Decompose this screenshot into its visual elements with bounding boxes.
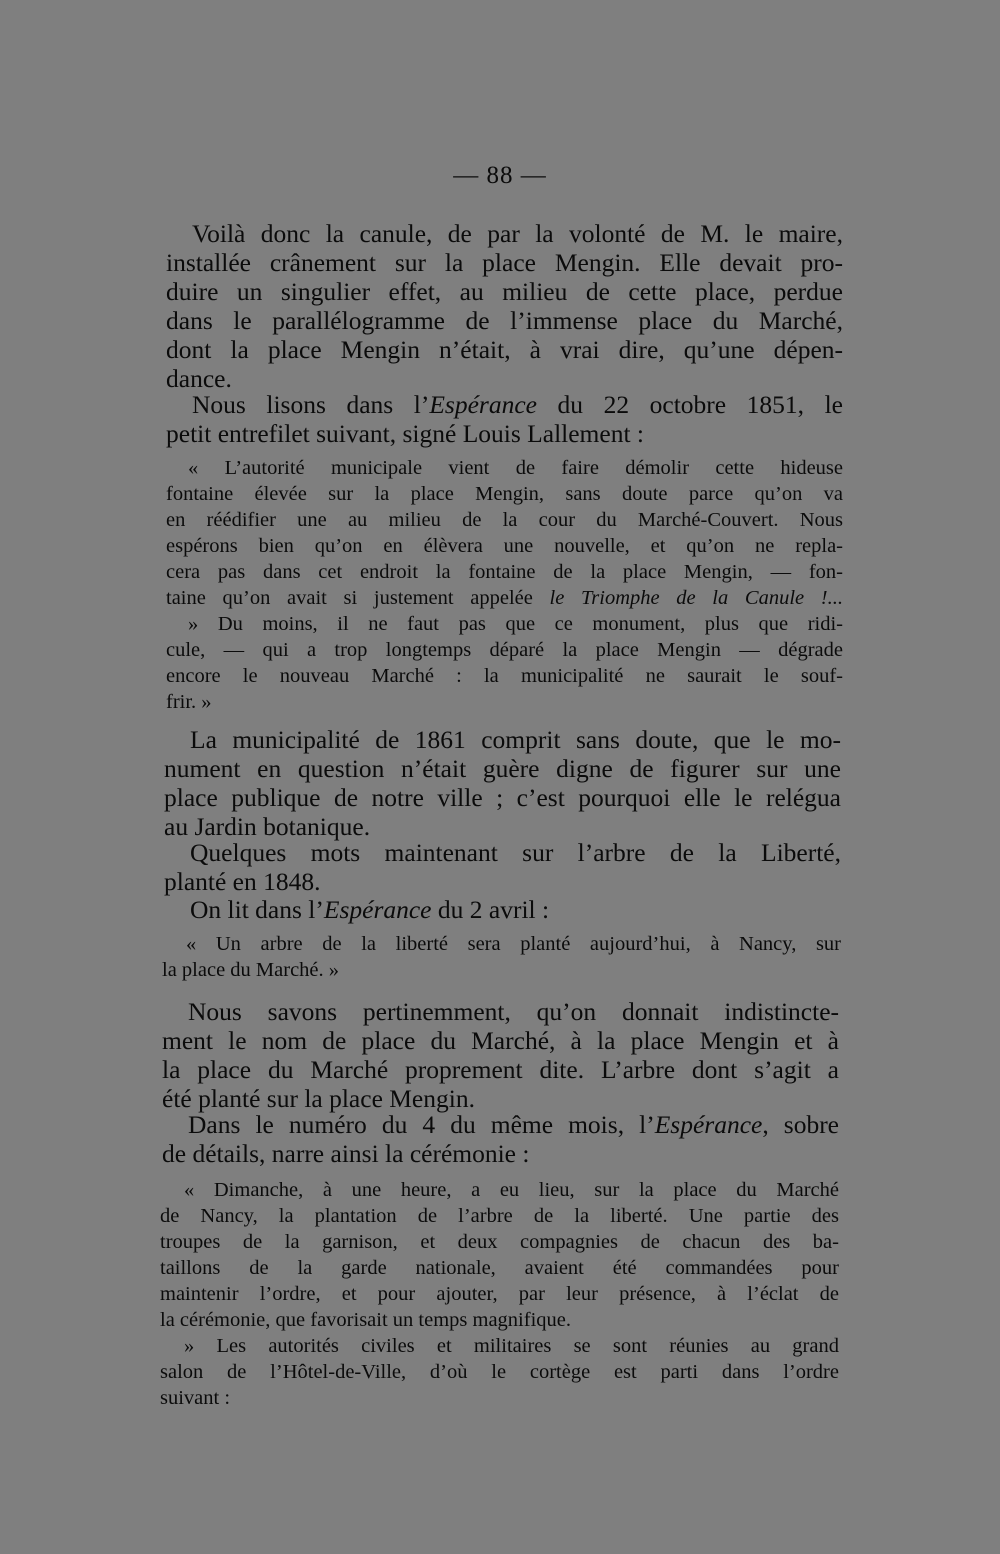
text-line: Nous savons pertinemment, qu’on donnait indistincte- [188, 997, 839, 1026]
quote-line: fontaine élevée sur la place Mengin, sans doute parce qu’on va [166, 483, 843, 505]
quote-line: la place du Marché. » [162, 959, 340, 981]
text-line: La municipalité de 1861 comprit sans doute, que le mo- [190, 725, 841, 754]
text-line: planté en 1848. [164, 867, 321, 896]
text-line: nument en question n’était guère digne de figurer sur une [164, 754, 841, 783]
newspaper-title: Espérance [323, 895, 432, 924]
quote-line: de Nancy, la plantation de l’arbre de la liberté. Une partie des [160, 1205, 839, 1227]
quote-line: maintenir l’ordre, et pour ajouter, par leur présence, à l’éclat de [160, 1283, 839, 1305]
text-line: petit entrefilet suivant, signé Louis Lallement : [166, 419, 645, 448]
quote-line: encore le nouveau Marché : la municipalité ne saurait le souf- [166, 665, 843, 687]
newspaper-title: Espérance [429, 390, 537, 419]
text-line: été planté sur la place Mengin. [162, 1084, 475, 1113]
text-line: Voilà donc la canule, de par la volonté de M. le maire, [192, 219, 843, 248]
text-line: duire un singulier effet, au milieu de cette place, perdue [166, 277, 843, 306]
quoted-nickname: le Triomphe de la Canule !... [549, 587, 844, 609]
text-line: installée crânement sur la place Mengin. Elle devait pro- [166, 248, 843, 277]
quote-line: taillons de la garde nationale, avaient été commandées pour [160, 1257, 839, 1279]
text-line: au Jardin botanique. [164, 812, 371, 841]
text-line: place publique de notre ville ; c’est pourquoi elle le relégua [164, 783, 841, 812]
quote-line: troupes de la garnison, et deux compagnies de chacun des ba- [160, 1231, 839, 1253]
page-number: — 88 — [453, 162, 547, 189]
quote-line: la cérémonie, que favorisait un temps magnifique. [160, 1309, 572, 1331]
text-line: Nous lisons dans l’Espérance du 22 octobre 1851, le [192, 390, 843, 419]
quote-line: taine qu’on avait si justement appelée le Triomphe de la Canule !... [166, 587, 844, 609]
text-line: la place du Marché proprement dite. L’arbre dont s’agit a [162, 1055, 839, 1084]
text-line: On lit dans l’Espérance du 2 avril : [190, 895, 550, 924]
text-line: dance. [166, 364, 232, 393]
quote-line: en réédifier une au milieu de la cour du Marché-Couvert. Nous [166, 509, 843, 531]
quote-line: « L’autorité municipale vient de faire démolir cette hideuse [188, 457, 843, 479]
text-line: ment le nom de place du Marché, à la place Mengin et à [162, 1026, 839, 1055]
quote-line: frir. » [166, 691, 212, 713]
quote-line: » Les autorités civiles et militaires se sont réunies au grand [184, 1335, 839, 1357]
quote-line: « Un arbre de la liberté sera planté aujourd’hui, à Nancy, sur [186, 933, 841, 955]
text-line: Dans le numéro du 4 du même mois, l’Espérance, sobre [188, 1110, 840, 1139]
quote-line: suivant : [160, 1387, 231, 1409]
text-line: dont la place Mengin n’était, à vrai dire, qu’une dépen- [166, 335, 843, 364]
text-line: dans le parallélogramme de l’immense place du Marché, [166, 306, 843, 335]
quote-line: « Dimanche, à une heure, a eu lieu, sur la place du Marché [184, 1179, 839, 1201]
text-line: Quelques mots maintenant sur l’arbre de la Liberté, [190, 838, 841, 867]
quote-line: » Du moins, il ne faut pas que ce monument, plus que ridi- [188, 613, 843, 635]
newspaper-title: Espérance [654, 1110, 763, 1139]
quote-line: espérons bien qu’on en élèvera une nouvelle, et qu’on ne repla- [166, 535, 843, 557]
quote-line: salon de l’Hôtel-de-Ville, d’où le cortège est parti dans l’ordre [160, 1361, 839, 1383]
quote-line: cule, — qui a trop longtemps déparé la place Mengin — dégrade [166, 639, 843, 661]
quote-line: cera pas dans cet endroit la fontaine de la place Mengin, — fon- [166, 561, 843, 583]
text-line: de détails, narre ainsi la cérémonie : [162, 1139, 530, 1168]
